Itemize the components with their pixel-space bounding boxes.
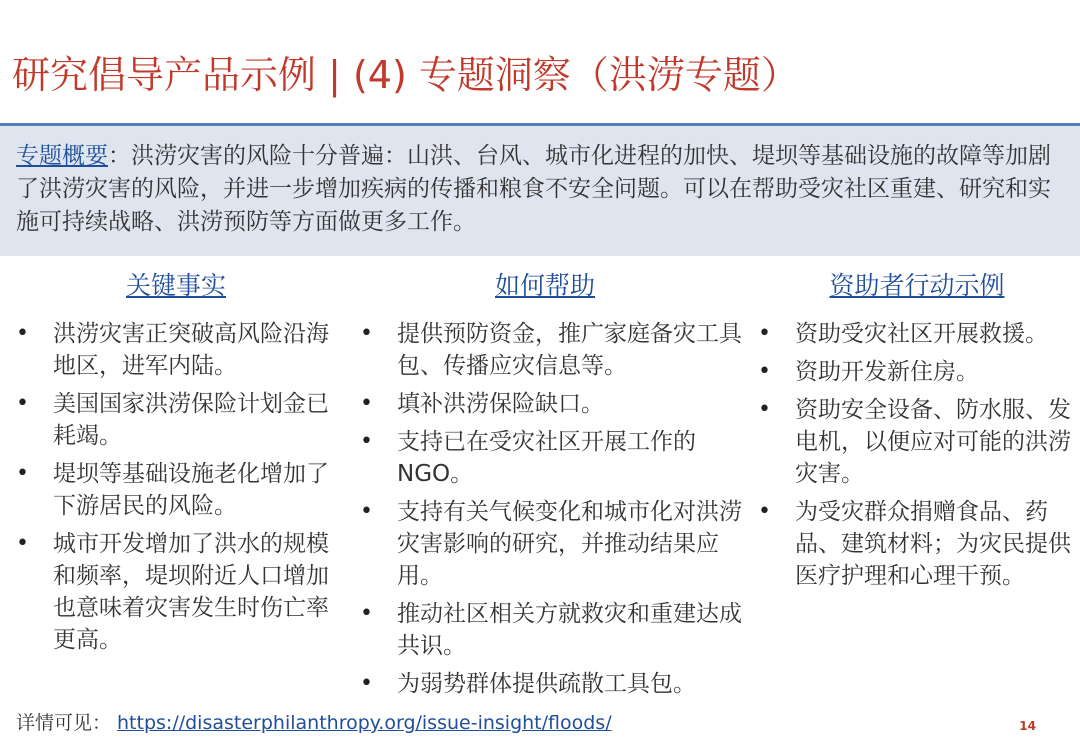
- summary-label: 专题概要: [16, 143, 108, 169]
- list-item: [16, 318, 336, 382]
- list-item: [16, 388, 336, 452]
- summary-box: [0, 126, 1080, 256]
- bullet-icon: •: [360, 321, 373, 346]
- page-number: 14: [1019, 719, 1036, 733]
- bullet-icon: •: [16, 531, 29, 556]
- list-item-text: 堤坝等基础设施老化增加了下游居民的风险。: [53, 461, 329, 519]
- list-item-text: 为受灾群众捐赠食品、药品、建筑材料；为灾民提供医疗护理和心理干预。: [795, 499, 1071, 589]
- list-item-text: 资助受灾社区开展救援。: [795, 321, 1048, 347]
- slide-title: 研究倡导产品示例 | (4) 专题洞察（洪涝专题）: [12, 53, 799, 97]
- list-item-text: 资助开发新住房。: [795, 359, 979, 385]
- bullet-icon: •: [758, 359, 771, 384]
- list-item: [16, 528, 336, 656]
- key-facts-list: [16, 318, 336, 656]
- funder-actions-list: [758, 318, 1076, 592]
- list-item-text: 支持有关气候变化和城市化对洪涝灾害影响的研究，并推动结果应用。: [397, 499, 742, 589]
- list-item: [360, 388, 760, 420]
- list-item: [758, 496, 1076, 592]
- how-to-help-list: [360, 318, 760, 700]
- list-item: [758, 394, 1076, 490]
- list-item-text: 资助安全设备、防水服、发电机，以便应对可能的洪涝灾害。: [795, 397, 1071, 487]
- list-item: [758, 318, 1076, 350]
- footer: [16, 708, 612, 735]
- list-item-text: 城市开发增加了洪水的规模和频率，堤坝附近人口增加也意味着灾害发生时伤亡率更高。: [53, 531, 329, 653]
- list-item-text: 推动社区相关方就救灾和重建达成共识。: [397, 601, 742, 659]
- list-item: [360, 318, 760, 382]
- column-funder-actions: [758, 266, 1076, 598]
- list-item: [758, 356, 1076, 388]
- bullet-icon: •: [360, 671, 373, 696]
- column-key-facts: [16, 266, 336, 662]
- list-item: [360, 598, 760, 662]
- bullet-icon: •: [16, 321, 29, 346]
- bullet-icon: •: [758, 321, 771, 346]
- bullet-icon: •: [360, 601, 373, 626]
- list-item-text: 洪涝灾害正突破高风险沿海地区，进军内陆。: [53, 321, 329, 379]
- summary-text: ：洪涝灾害的风险十分普遍：山洪、台风、城市化进程的加快、堤坝等基础设施的故障等加剧了洪涝灾害的风险，并进一步增加疾病的传播和粮食不安全问题。可以在帮助受灾社区重建、研究和实施可持续战略、洪涝预防等方面做更多工作。: [16, 143, 1051, 235]
- list-item-text: 美国国家洪涝保险计划金已耗竭。: [53, 391, 329, 449]
- bullet-icon: •: [360, 429, 373, 454]
- source-link[interactable]: https://disasterphilanthropy.org/issue-insight/floods/: [117, 712, 612, 734]
- bullet-icon: •: [360, 391, 373, 416]
- footer-label: 详情可见：: [16, 712, 112, 734]
- bullet-icon: •: [16, 391, 29, 416]
- list-item-text: 为弱势群体提供疏散工具包。: [397, 671, 696, 697]
- column-heading: 如何帮助: [494, 271, 595, 300]
- list-item: [16, 458, 336, 522]
- column-heading: 关键事实: [125, 271, 226, 300]
- list-item-text: 支持已在受灾社区开展工作的NGO。: [397, 429, 696, 487]
- list-item-text: 提供预防资金，推广家庭备灾工具包、传播应灾信息等。: [397, 321, 742, 379]
- list-item: [360, 496, 760, 592]
- list-item: [360, 668, 760, 700]
- list-item: [360, 426, 760, 490]
- column-heading: 资助者行动示例: [829, 271, 1005, 300]
- column-how-to-help: [360, 266, 760, 706]
- bullet-icon: •: [360, 499, 373, 524]
- bullet-icon: •: [758, 499, 771, 524]
- bullet-icon: •: [758, 397, 771, 422]
- bullet-icon: •: [16, 461, 29, 486]
- list-item-text: 填补洪涝保险缺口。: [397, 391, 604, 417]
